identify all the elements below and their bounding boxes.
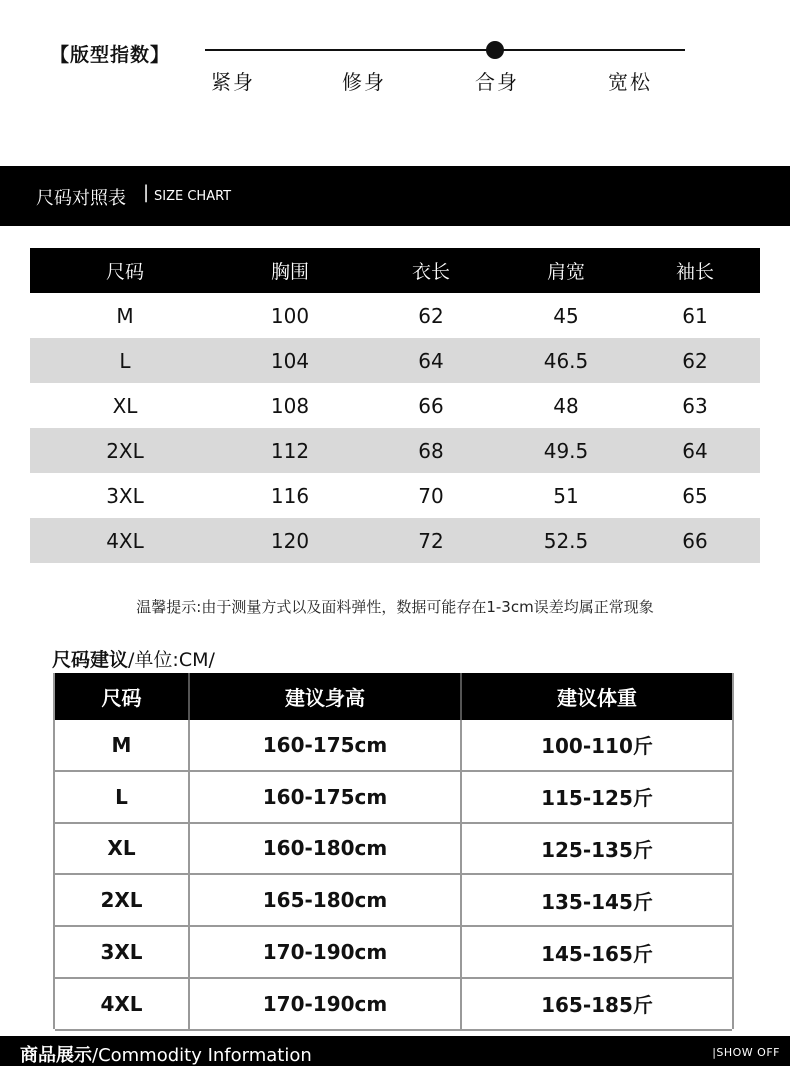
recommendation-table xyxy=(53,673,734,1029)
cell-chest: 100 xyxy=(270,303,310,328)
banner-title-cn: 尺码对照表 xyxy=(36,188,126,209)
measurement-tip: 温馨提示:由于测量方式以及面料弹性，数据可能存在1-3cm误差均属正常现象 xyxy=(136,598,654,616)
cell-size: 3XL xyxy=(55,927,190,977)
table-row xyxy=(55,824,732,876)
table-row xyxy=(55,772,732,824)
cell-shoulder: 46.5 xyxy=(543,348,589,373)
table-row xyxy=(30,428,760,473)
table-row xyxy=(55,720,732,772)
cell-size: 2XL xyxy=(106,438,144,463)
table-row xyxy=(55,927,732,979)
cell-height: 165-180cm xyxy=(190,875,462,925)
header-height: 建议身高 xyxy=(190,673,462,720)
commodity-title-cn: 商品展示 xyxy=(20,1045,92,1066)
cell-shoulder: 51 xyxy=(553,483,579,508)
fit-label-regular: 合身 xyxy=(475,70,519,94)
cell-size: M xyxy=(55,720,190,770)
header-size: 尺码 xyxy=(105,261,144,283)
cell-size: 2XL xyxy=(55,875,190,925)
table-row xyxy=(30,473,760,518)
cell-sleeve: 66 xyxy=(682,528,708,553)
cell-height: 160-175cm xyxy=(190,772,462,822)
cell-sleeve: 61 xyxy=(682,303,708,328)
cell-shoulder: 45 xyxy=(553,303,579,328)
recommendation-unit: /单位:CM/ xyxy=(128,649,215,671)
cell-size: L xyxy=(55,772,190,822)
table-row xyxy=(30,293,760,338)
cell-weight: 145-165斤 xyxy=(541,941,653,966)
cell-size: 4XL xyxy=(55,979,190,1029)
commodity-title xyxy=(20,1041,312,1066)
cell-shoulder: 52.5 xyxy=(543,528,589,553)
size-chart-banner xyxy=(0,166,790,226)
recommendation-header xyxy=(55,673,732,720)
table-row xyxy=(30,338,760,383)
cell-weight: 100-110斤 xyxy=(541,734,653,759)
cell-length: 72 xyxy=(418,528,444,553)
table-row xyxy=(55,979,732,1031)
header-size: 尺码 xyxy=(55,673,190,720)
cell-weight: 135-145斤 xyxy=(541,889,653,914)
fit-label-slim: 修身 xyxy=(342,70,386,94)
cell-size: 4XL xyxy=(106,528,144,553)
header-sleeve: 袖长 xyxy=(675,261,714,283)
cell-size: M xyxy=(116,303,134,328)
cell-chest: 104 xyxy=(270,348,310,373)
header-length: 衣长 xyxy=(411,261,450,283)
cell-size: XL xyxy=(55,824,190,874)
cell-shoulder: 49.5 xyxy=(543,438,589,463)
fit-label-loose: 宽松 xyxy=(608,70,652,94)
cell-shoulder: 48 xyxy=(553,393,579,418)
fit-index-title: 【版型指数】 xyxy=(50,44,171,66)
commodity-title-en: /Commodity Information xyxy=(92,1045,312,1066)
cell-chest: 116 xyxy=(270,483,310,508)
cell-weight: 125-135斤 xyxy=(541,837,653,862)
cell-chest: 112 xyxy=(270,438,310,463)
cell-sleeve: 64 xyxy=(682,438,708,463)
cell-length: 62 xyxy=(418,303,444,328)
cell-length: 68 xyxy=(418,438,444,463)
cell-height: 170-190cm xyxy=(190,927,462,977)
cell-sleeve: 65 xyxy=(682,483,708,508)
show-off-label: |SHOW OFF xyxy=(712,1046,780,1059)
cell-chest: 108 xyxy=(270,393,310,418)
cell-length: 70 xyxy=(418,483,444,508)
header-chest: 胸围 xyxy=(270,261,309,283)
header-weight: 建议体重 xyxy=(557,686,637,710)
cell-size: 3XL xyxy=(106,483,144,508)
fit-index-marker xyxy=(486,41,504,59)
fit-label-tight: 紧身 xyxy=(211,70,255,94)
table-row xyxy=(30,518,760,563)
banner-title-en: SIZE CHART xyxy=(154,189,232,204)
cell-length: 64 xyxy=(418,348,444,373)
cell-chest: 120 xyxy=(270,528,310,553)
fit-index-scale xyxy=(205,49,685,51)
cell-height: 160-180cm xyxy=(190,824,462,874)
recommendation-title-text: 尺码建议 xyxy=(52,649,129,671)
table-row xyxy=(30,383,760,428)
commodity-banner xyxy=(0,1036,790,1066)
cell-weight: 165-185斤 xyxy=(541,993,653,1018)
cell-size: L xyxy=(119,348,131,373)
table-row xyxy=(55,875,732,927)
size-table-header xyxy=(30,248,760,293)
cell-height: 170-190cm xyxy=(190,979,462,1029)
cell-length: 66 xyxy=(418,393,444,418)
cell-sleeve: 63 xyxy=(682,393,708,418)
cell-sleeve: 62 xyxy=(682,348,708,373)
cell-weight: 115-125斤 xyxy=(541,786,653,811)
recommendation-title xyxy=(52,645,215,672)
size-table xyxy=(30,248,760,563)
banner-separator: | xyxy=(143,182,150,203)
cell-height: 160-175cm xyxy=(190,720,462,770)
header-shoulder: 肩宽 xyxy=(546,261,585,283)
cell-size: XL xyxy=(112,393,138,418)
